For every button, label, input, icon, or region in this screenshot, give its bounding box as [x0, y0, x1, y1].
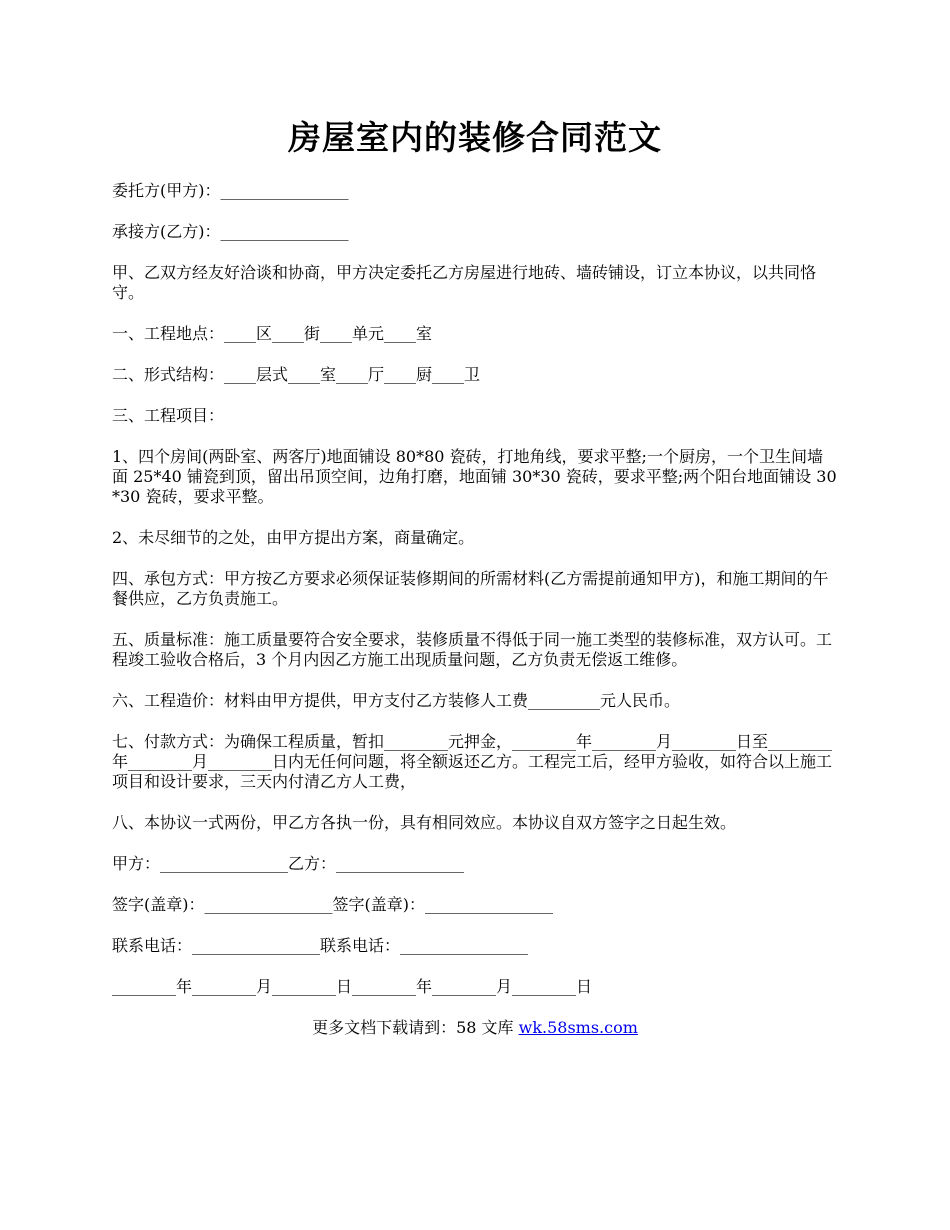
clause-quality: 五、质量标准：施工质量要符合安全要求，装修质量不得低于同一施工类型的装修标准，双方认可。工程竣工验收合格后，3 个月内因乙方施工出现质量问题，乙方负责无偿返工维修。 — [112, 630, 833, 669]
signature-parties: 甲方：________________乙方：________________ — [112, 854, 465, 873]
party-b-line: 承接方(乙方)：________________ — [112, 222, 349, 241]
clause-cost: 六、工程造价：材料由甲方提供，甲方支付乙方装修人工费_________元人民币。 — [112, 691, 681, 710]
clause-project-heading: 三、工程项目： — [112, 406, 225, 425]
party-a-line: 委托方(甲方)：________________ — [112, 181, 349, 200]
signature-seal: 签字(盖章)：________________签字(盖章)：________________ — [112, 895, 553, 914]
footer-prefix: 更多文档下载请到：58 文库 — [312, 1018, 519, 1037]
clause-contract-method: 四、承包方式：甲方按乙方要求必须保证装修期间的所需材料(乙方需提前通知甲方)，和施工期间的午餐供应，乙方负责施工。 — [112, 569, 829, 608]
clause-payment: 七、付款方式：为确保工程质量，暂扣________元押金，________年________月________日至________年________月________日内无任何问题，将全额返还乙方。工程完工后，经甲方验收，如符合以上施工项目和设计要求，三天内付清乙方人工费， — [112, 732, 833, 791]
signature-date: ________年________月________日________年________月________日 — [112, 977, 593, 996]
clause-location: 一、工程地点：____区____街____单元____室 — [112, 324, 433, 343]
clause-project-item-1: 1、四个房间(两卧室、两客厅)地面铺设 80*80 瓷砖，打地角线，要求平整;一个厨房，一个卫生间墙面 25*40 铺瓷到顶，留出吊顶空间，边角打磨，地面铺 30*30 瓷砖，要求平整;两个阳台地面铺设 30*30 瓷砖，要求平整。 — [112, 447, 837, 506]
intro-paragraph: 甲、乙双方经友好洽谈和协商，甲方决定委托乙方房屋进行地砖、墙砖铺设，订立本协议，以共同恪守。 — [112, 263, 817, 302]
clause-project-item-2: 2、未尽细节的之处，由甲方提出方案，商量确定。 — [112, 528, 475, 547]
footer-note — [112, 1018, 838, 1038]
clause-copies: 八、本协议一式两份，甲乙方各执一份，具有相同效应。本协议自双方签字之日起生效。 — [112, 813, 737, 832]
document-title: 房屋室内的装修合同范文 — [288, 118, 662, 157]
signature-phone: 联系电话：________________联系电话：________________ — [112, 936, 529, 955]
clause-structure: 二、形式结构：____层式____室____厅____厨____卫 — [112, 365, 481, 384]
footer-link[interactable]: wk.58sms.com — [518, 1018, 638, 1037]
